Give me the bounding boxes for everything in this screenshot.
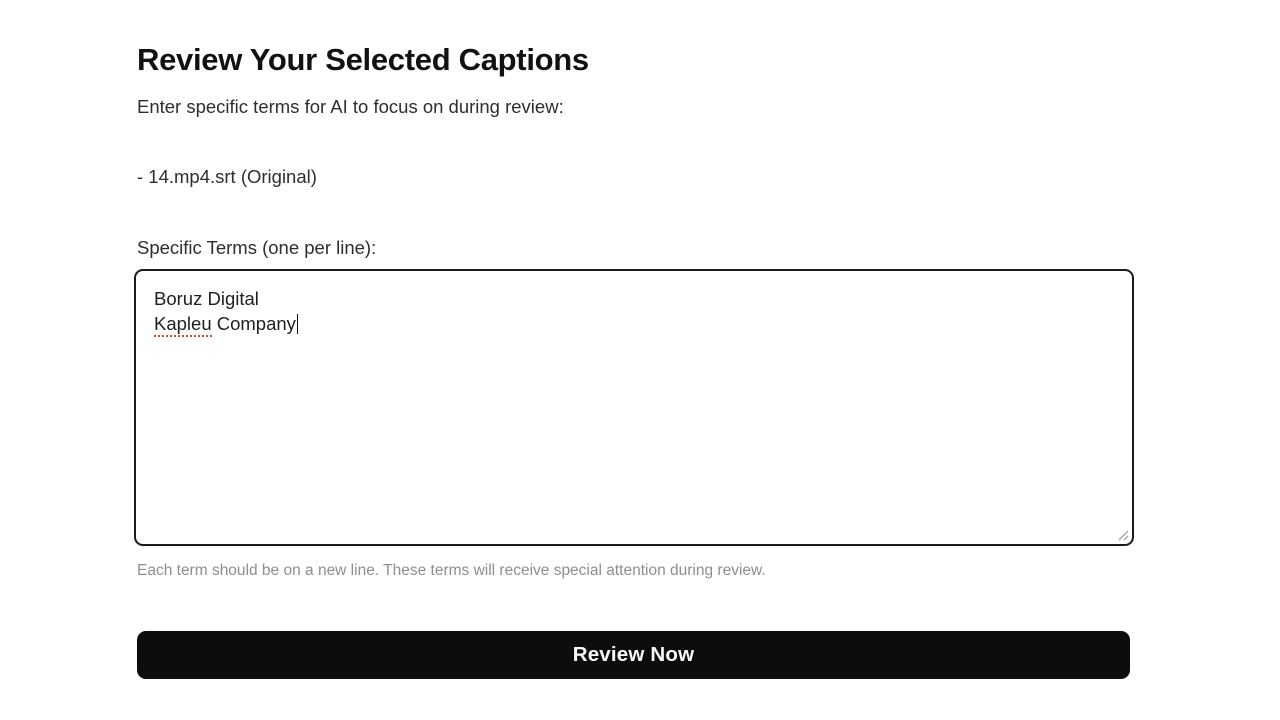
resize-grip-icon[interactable] [1116,528,1129,541]
page-title: Review Your Selected Captions [137,42,589,77]
instructions-text: Enter specific terms for AI to focus on during review: [137,96,564,117]
terms-helper-text: Each term should be on a new line. These terms will receive special attention during review. [137,562,766,579]
specific-terms-textarea[interactable] [134,269,1134,546]
misspelled-word: Kapleu [154,313,212,337]
text-caret [297,314,299,334]
specific-terms-label: Specific Terms (one per line): [137,237,377,258]
terms-line-2-rest: Company [211,313,296,334]
terms-line-2 [154,311,1114,336]
terms-line-1: Boruz Digital [154,288,259,309]
selected-file-item: - 14.mp4.srt (Original) [137,166,317,187]
review-now-button[interactable]: Review Now [137,631,1130,679]
